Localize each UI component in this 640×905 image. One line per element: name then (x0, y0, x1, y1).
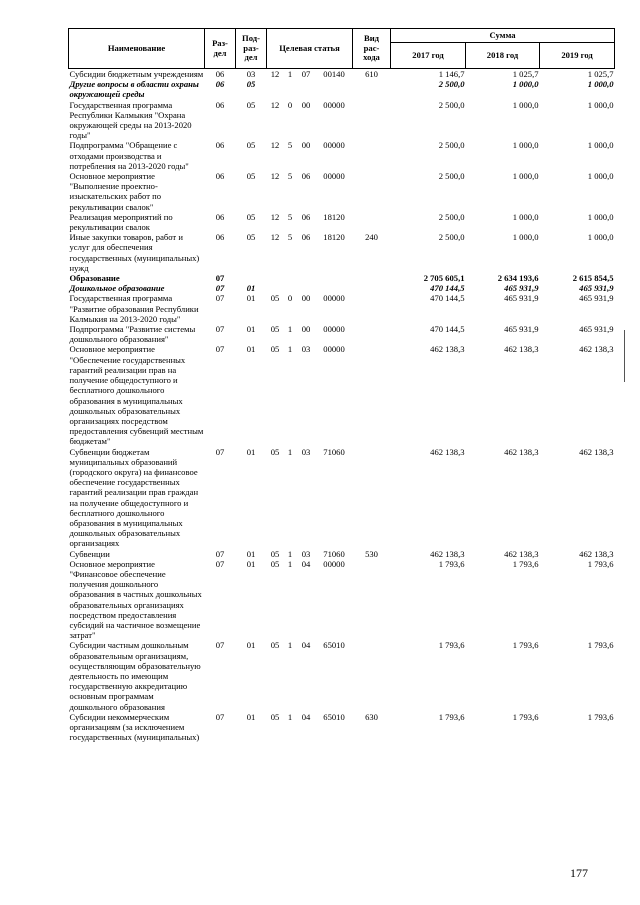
cell-target-event: 04 (301, 711, 311, 722)
cell-expense-type: 240 (365, 232, 378, 243)
table-row (69, 559, 615, 641)
cell-expense-type: 630 (365, 711, 378, 722)
cell-name: Образование (69, 273, 120, 284)
col-header-sum: Сумма (391, 29, 615, 43)
cell-sum-2018: 465 931,9 (504, 293, 539, 304)
cell-expense-type (353, 283, 391, 293)
cell-sum-2019: 462 138,3 (579, 446, 614, 457)
cell-razdel: 06 (215, 211, 225, 222)
cell-name: Другие вопросы в области охраны окружающей среды (69, 79, 199, 100)
cell-sum-2018: 1 000,0 (512, 211, 539, 222)
cell-target-direction: 00000 (323, 344, 345, 355)
cell-target-direction (316, 283, 353, 293)
cell-target-event: 00 (301, 324, 311, 335)
scan-edge-mark (624, 330, 625, 382)
cell-sum-2019: 1 000,0 (587, 99, 614, 110)
cell-sum-2018: 1 000,0 (512, 171, 539, 182)
table-row (69, 549, 615, 559)
cell-target-subprogram: 1 (287, 640, 293, 651)
cell-target-event: 06 (301, 211, 311, 222)
cell-target-subprogram (284, 79, 297, 99)
cell-target-program: 05 (270, 640, 280, 651)
cell-target-event: 03 (301, 548, 311, 559)
cell-target-subprogram: 1 (287, 324, 293, 335)
cell-sum-2018: 2 634 193,6 (497, 273, 539, 284)
cell-name: Субсидии некоммерческим организациям (за исключением государственных (муниципальных) (69, 711, 200, 743)
cell-target-program (267, 273, 284, 283)
cell-target-program: 12 (270, 69, 280, 79)
cell-target-subprogram: 1 (287, 711, 293, 722)
cell-target-program: 12 (270, 211, 280, 222)
cell-sum-2017: 2 500,0 (438, 211, 465, 222)
cell-razdel: 07 (215, 558, 225, 569)
cell-target-event: 00 (301, 140, 311, 151)
cell-expense-type (353, 559, 391, 641)
cell-target-direction: 18120 (323, 211, 345, 222)
cell-target-direction: 00000 (323, 99, 345, 110)
cell-target-subprogram: 1 (287, 446, 293, 457)
cell-sum-2019: 1 025,7 (587, 69, 614, 79)
col-header-year-2017: 2017 год (391, 43, 466, 69)
cell-target-subprogram: 0 (287, 99, 293, 110)
cell-expense-type: 610 (365, 69, 378, 79)
cell-expense-type (353, 171, 391, 212)
cell-expense-type (353, 344, 391, 446)
table-row (69, 324, 615, 344)
cell-target-program: 05 (270, 548, 280, 559)
cell-razdel: 06 (215, 232, 225, 243)
cell-target-event: 03 (301, 446, 311, 457)
budget-table (68, 28, 615, 742)
col-header-year-2019: 2019 год (540, 43, 615, 69)
cell-sum-2019: 465 931,9 (579, 283, 614, 294)
cell-sum-2018: 462 138,3 (504, 446, 539, 457)
cell-expense-type (353, 100, 391, 141)
cell-razdel: 07 (215, 548, 225, 559)
cell-target-subprogram: 1 (287, 548, 293, 559)
cell-expense-type (353, 293, 391, 324)
cell-podrazdel: 03 (246, 69, 256, 79)
cell-target-direction: 00000 (323, 140, 345, 151)
cell-podrazdel: 01 (246, 640, 256, 651)
table-row (69, 212, 615, 232)
cell-sum-2017: 470 144,5 (430, 283, 465, 294)
cell-podrazdel: 01 (246, 446, 256, 457)
cell-name: Основное мероприятие "Выполнение проектно-изыскательских работ по рекультивации свалок" (69, 171, 161, 212)
cell-podrazdel: 05 (246, 232, 256, 243)
cell-expense-type (353, 640, 391, 711)
cell-sum-2019: 1 000,0 (587, 232, 614, 243)
cell-name: Субсидии частным дошкольным образовательным организациям, осуществляющим образовательную деятельность по имеющим государственную аккредитацию основным программам дошкольного образования (69, 640, 201, 712)
cell-sum-2017: 2 500,0 (438, 171, 465, 182)
cell-name: Реализация мероприятий по рекультивации свалок (69, 211, 173, 233)
col-header-podrazdel: Под- раз- дел (236, 29, 267, 69)
table-row (69, 79, 615, 99)
cell-target-subprogram: 5 (287, 140, 293, 151)
cell-podrazdel (236, 273, 267, 283)
cell-sum-2019: 462 138,3 (579, 344, 614, 355)
cell-target-direction: 00140 (323, 69, 345, 79)
table-row (69, 232, 615, 273)
cell-podrazdel: 05 (246, 79, 256, 90)
cell-target-direction: 71060 (323, 548, 345, 559)
cell-sum-2017: 462 138,3 (430, 548, 465, 559)
cell-target-program: 05 (270, 711, 280, 722)
cell-sum-2018: 465 931,9 (504, 283, 539, 294)
cell-podrazdel: 01 (246, 283, 256, 294)
table-row (69, 293, 615, 324)
table-row (69, 273, 615, 283)
cell-sum-2018: 1 000,0 (512, 99, 539, 110)
cell-sum-2017: 2 705 605,1 (423, 273, 465, 284)
col-header-vid: Вид рас- хода (353, 29, 391, 69)
table-row (69, 171, 615, 212)
cell-razdel: 07 (215, 293, 225, 304)
cell-target-subprogram: 1 (287, 558, 293, 569)
cell-target-subprogram: 0 (287, 293, 293, 304)
cell-sum-2017: 1 146,7 (438, 69, 465, 79)
cell-expense-type (353, 140, 391, 171)
cell-target-program: 05 (270, 558, 280, 569)
cell-target-event: 00 (301, 99, 311, 110)
cell-target-direction: 00000 (323, 558, 345, 569)
cell-name: Подпрограмма "Развитие системы дошкольного образования" (69, 324, 196, 345)
cell-target-event (297, 283, 316, 293)
cell-target-program (267, 283, 284, 293)
cell-target-program: 05 (270, 293, 280, 304)
cell-podrazdel: 05 (246, 99, 256, 110)
cell-target-program: 12 (270, 232, 280, 243)
cell-name: Основное мероприятие "Обеспечение государственных гарантий реализации прав на получение общедоступного и бесплатного дошкольного образования в муниципальных дошкольных образовательных организациях посредством предоставления субвенций местным бюджетам" (69, 344, 204, 447)
cell-razdel: 07 (215, 446, 225, 457)
cell-sum-2017: 470 144,5 (430, 324, 465, 335)
cell-target-event: 03 (301, 344, 311, 355)
cell-target-program (267, 79, 284, 99)
cell-sum-2019: 465 931,9 (579, 293, 614, 304)
cell-razdel: 06 (215, 69, 225, 79)
cell-sum-2017: 1 793,6 (438, 558, 465, 569)
cell-sum-2017: 470 144,5 (430, 293, 465, 304)
cell-sum-2019: 1 000,0 (587, 79, 614, 90)
cell-sum-2017: 2 500,0 (438, 79, 465, 90)
cell-target-subprogram: 5 (287, 171, 293, 182)
cell-name: Субвенции (69, 548, 110, 559)
cell-target-program: 12 (270, 171, 280, 182)
cell-razdel: 07 (215, 273, 225, 284)
cell-podrazdel: 01 (246, 324, 256, 335)
cell-sum-2018: 465 931,9 (504, 324, 539, 335)
cell-razdel: 06 (215, 140, 225, 151)
cell-target-direction: 00000 (323, 171, 345, 182)
cell-target-event (297, 79, 316, 99)
cell-sum-2019: 465 931,9 (579, 324, 614, 335)
cell-podrazdel: 01 (246, 293, 256, 304)
cell-name: Государственная программа Республики Калмыкия "Охрана окружающей среды на 2013-2020 годы" (69, 99, 192, 141)
cell-razdel: 07 (215, 283, 225, 294)
cell-target-event: 06 (301, 232, 311, 243)
cell-target-direction: 18120 (323, 232, 345, 243)
cell-sum-2017: 462 138,3 (430, 446, 465, 457)
table-row (69, 283, 615, 293)
cell-target-event (297, 273, 316, 283)
table-body (69, 69, 615, 743)
cell-sum-2019: 462 138,3 (579, 548, 614, 559)
cell-name: Дошкольное образование (69, 283, 165, 294)
col-header-target: Целевая статья (267, 29, 353, 69)
cell-sum-2019: 2 615 854,5 (572, 273, 614, 284)
cell-name: Основное мероприятие "Финансовое обеспечение получения дошкольного образования в частных дошкольных образовательных организациях посредством предоставления субсидий на частичное возмещение затрат" (69, 558, 202, 641)
cell-target-direction: 71060 (323, 446, 345, 457)
cell-expense-type (353, 79, 391, 99)
cell-razdel: 07 (215, 640, 225, 651)
cell-razdel: 06 (215, 79, 225, 90)
cell-target-direction (316, 79, 353, 99)
col-header-name: Наименование (69, 29, 205, 69)
cell-sum-2018: 1 000,0 (512, 79, 539, 90)
cell-sum-2019: 1 000,0 (587, 171, 614, 182)
cell-razdel: 07 (215, 324, 225, 335)
cell-sum-2017: 462 138,3 (430, 344, 465, 355)
cell-podrazdel: 01 (246, 558, 256, 569)
cell-target-program: 12 (270, 140, 280, 151)
cell-target-subprogram: 1 (287, 344, 293, 355)
col-header-year-2018: 2018 год (466, 43, 540, 69)
cell-razdel: 06 (215, 99, 225, 110)
cell-target-event: 06 (301, 171, 311, 182)
cell-sum-2019: 1 793,6 (587, 640, 614, 651)
cell-target-event: 04 (301, 558, 311, 569)
cell-expense-type: 530 (365, 548, 378, 559)
cell-podrazdel: 01 (246, 344, 256, 355)
cell-target-direction: 00000 (323, 324, 345, 335)
table-row (69, 640, 615, 711)
cell-sum-2017: 1 793,6 (438, 640, 465, 651)
cell-target-direction: 65010 (323, 640, 345, 651)
cell-target-event: 00 (301, 293, 311, 304)
cell-name: Субсидии бюджетным учреждениям (69, 69, 204, 79)
cell-target-subprogram (284, 273, 297, 283)
cell-expense-type (353, 273, 391, 283)
cell-expense-type (353, 324, 391, 344)
cell-target-subprogram: 1 (287, 69, 293, 79)
cell-sum-2018: 1 025,7 (512, 69, 539, 79)
cell-name: Подпрограмма "Обращение с отходами производства и потребления на 2013-2020 годы" (69, 140, 189, 171)
cell-sum-2018: 462 138,3 (504, 548, 539, 559)
cell-razdel: 07 (215, 344, 225, 355)
cell-target-program: 05 (270, 446, 280, 457)
table-row (69, 69, 615, 80)
cell-sum-2017: 2 500,0 (438, 232, 465, 243)
table-row (69, 344, 615, 446)
cell-sum-2018: 1 000,0 (512, 140, 539, 151)
cell-target-subprogram (284, 283, 297, 293)
cell-sum-2018: 1 793,6 (512, 711, 539, 722)
cell-name: Иные закупки товаров, работ и услуг для обеспечения государственных (муниципальных) нужд (69, 232, 200, 273)
cell-sum-2018: 462 138,3 (504, 344, 539, 355)
cell-sum-2019: 1 793,6 (587, 558, 614, 569)
cell-target-event: 07 (301, 69, 311, 79)
table-row (69, 140, 615, 171)
cell-sum-2018: 1 000,0 (512, 232, 539, 243)
cell-target-event: 04 (301, 640, 311, 651)
table-row (69, 712, 615, 743)
cell-podrazdel: 05 (246, 171, 256, 182)
cell-name: Государственная программа "Развитие образования Республики Калмыкия на 2013-2020 годы" (69, 293, 199, 324)
cell-podrazdel: 05 (246, 211, 256, 222)
cell-razdel: 06 (215, 171, 225, 182)
col-header-razdel: Раз- дел (205, 29, 236, 69)
cell-sum-2017: 2 500,0 (438, 140, 465, 151)
cell-sum-2017: 2 500,0 (438, 99, 465, 110)
cell-target-subprogram: 5 (287, 211, 293, 222)
budget-table-container (68, 28, 614, 742)
cell-podrazdel: 05 (246, 140, 256, 151)
cell-target-program: 05 (270, 344, 280, 355)
cell-podrazdel: 01 (246, 711, 256, 722)
cell-target-direction: 00000 (323, 293, 345, 304)
cell-name: Субвенции бюджетам муниципальных образований (городского округа) на финансовое обеспечение государственных гарантий реализации прав граждан на получение общедоступного и бесплатного дошкольного образования в муниципальных дошкольных образовательных организациях (69, 446, 199, 549)
cell-target-program: 12 (270, 99, 280, 110)
cell-sum-2018: 1 793,6 (512, 558, 539, 569)
cell-target-subprogram: 5 (287, 232, 293, 243)
table-row (69, 100, 615, 141)
cell-target-program: 05 (270, 324, 280, 335)
cell-expense-type (353, 447, 391, 549)
cell-sum-2019: 1 000,0 (587, 211, 614, 222)
cell-sum-2019: 1 000,0 (587, 140, 614, 151)
cell-razdel: 07 (215, 711, 225, 722)
cell-podrazdel: 01 (246, 548, 256, 559)
page-number: 177 (570, 866, 588, 880)
cell-target-direction: 65010 (323, 711, 345, 722)
cell-sum-2019: 1 793,6 (587, 711, 614, 722)
cell-expense-type (353, 212, 391, 232)
cell-sum-2017: 1 793,6 (438, 711, 465, 722)
cell-target-direction (316, 273, 353, 283)
table-row (69, 447, 615, 549)
cell-sum-2018: 1 793,6 (512, 640, 539, 651)
